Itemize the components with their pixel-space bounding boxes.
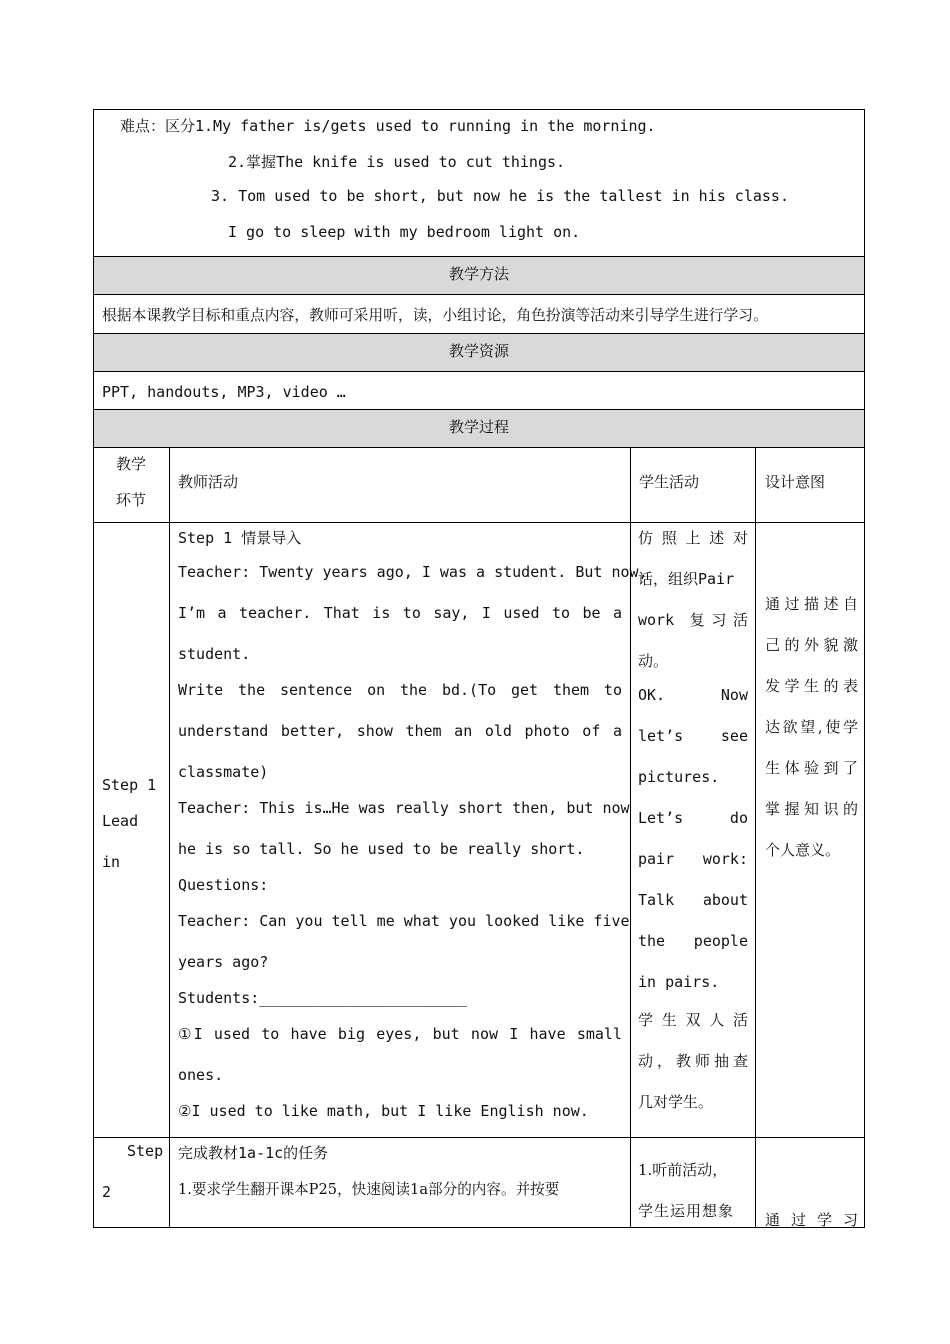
- step1-student-line: work 复习活: [638, 611, 748, 629]
- col-design-purpose: 设计意图: [765, 473, 826, 491]
- step1-student-line: in pairs.: [638, 973, 720, 991]
- step1-teacher-line: Questions:: [178, 876, 269, 894]
- step1-teacher-line: he is so tall. So he used to be really short.: [178, 840, 585, 858]
- step1-purpose-line: 个人意义。: [765, 841, 841, 859]
- step2-stage-line2: 2: [102, 1183, 112, 1201]
- resources-text-row: [93, 371, 865, 409]
- step1-teacher-line: I’m a teacher. That is to say, I used to be a: [178, 604, 622, 622]
- process-heading: 教学过程: [448, 418, 509, 436]
- step1-teacher-line: years ago?: [178, 953, 269, 971]
- step1-student-line: 动。: [638, 652, 669, 670]
- step1-teacher-line: classmate): [178, 763, 269, 781]
- resources-heading: 教学资源: [448, 342, 509, 360]
- col-student-activity: 学生活动: [639, 473, 700, 491]
- step1-teacher-line: ②I used to like math, but I like English now.: [178, 1102, 589, 1120]
- step1-purpose-line: 通过描述自: [765, 595, 858, 613]
- step1-student-line: let’s see: [638, 727, 748, 745]
- step1-student-line: 话，组织Pair: [638, 570, 735, 588]
- step1-teacher-line: ones.: [178, 1066, 224, 1084]
- step1-student-activity: [638, 523, 748, 1138]
- step1-teacher-line: Students:_______________________: [178, 989, 467, 1007]
- step1-student-line: the people: [638, 932, 748, 950]
- resources-heading-row: [93, 333, 865, 371]
- methods-heading-row: [93, 256, 865, 294]
- step1-purpose-line: 发学生的表: [765, 677, 858, 695]
- step1-purpose-line: 己的外貌激: [765, 636, 858, 654]
- col-teacher-activity: 教师活动: [178, 473, 239, 491]
- step1-teacher-line: Teacher: Can you tell me what you looked like five: [178, 912, 630, 930]
- step2-purpose-line: 通过学习: [765, 1211, 858, 1229]
- difficulty-line-1: 难点：区分1.My father is/gets used to running in the morning.: [120, 117, 656, 135]
- step1-student-line: Let’s do: [638, 809, 748, 827]
- step1-student-line: 仿照上述对: [638, 529, 748, 547]
- process-column-header-row: [93, 447, 865, 522]
- step1-stage-line2: Lead: [102, 812, 139, 830]
- difficulty-line-4: I go to sleep with my bedroom light on.: [228, 223, 581, 241]
- col-stage-line1: 教学: [116, 455, 147, 473]
- step1-teacher-line: ①I used to have big eyes, but now I have small: [178, 1025, 622, 1043]
- step2-row: [93, 1137, 865, 1228]
- methods-heading: 教学方法: [448, 265, 509, 283]
- methods-text-row: [93, 294, 865, 333]
- difficulties-section: [93, 109, 865, 256]
- step2-student-line: 学生运用想象: [638, 1202, 735, 1220]
- step1-student-line: Talk about: [638, 891, 748, 909]
- step1-row: [93, 522, 865, 1137]
- step1-student-line: pictures.: [638, 768, 720, 786]
- step1-stage-line1: Step 1: [102, 776, 157, 794]
- step2-teacher-line: 完成教材1a-1c的任务: [178, 1144, 329, 1162]
- step1-student-line: 几对学生。: [638, 1093, 714, 1111]
- step1-student-line: OK. Now: [638, 686, 748, 704]
- step1-student-line: 学生双人活: [638, 1011, 748, 1029]
- methods-text: 根据本课教学目标和重点内容，教师可采用听，读，小组讨论，角色扮演等活动来引导学生进行学习。: [102, 307, 768, 324]
- step2-student-line: 1.听前活动，: [638, 1161, 728, 1179]
- step1-design-purpose: [765, 523, 858, 1138]
- step1-teacher-line: Write the sentence on the bd.(To get them to: [178, 681, 622, 699]
- difficulty-line-2: 2.掌握The knife is used to cut things.: [228, 153, 566, 171]
- step1-student-line: pair work:: [638, 850, 748, 868]
- step1-teacher-line: understand better, show them an old photo of a: [178, 722, 622, 740]
- step1-student-line: 动，教师抽查: [638, 1052, 748, 1070]
- step1-purpose-line: 达欲望,使学: [765, 718, 858, 736]
- step1-teacher-line: Teacher: Twenty years ago, I was a student. But now,: [178, 563, 648, 581]
- step1-stage-line3: in: [102, 853, 121, 871]
- step2-stage-line1: Step: [127, 1142, 164, 1160]
- col-stage-line2: 环节: [116, 491, 147, 509]
- step1-teacher-line: student.: [178, 645, 251, 663]
- step1-purpose-line: 生体验到了: [765, 759, 858, 777]
- step2-teacher-line: 1.要求学生翻开课本P25，快速阅读1a部分的内容。并按要: [178, 1181, 560, 1198]
- step1-teacher-line: Step 1 情景导入: [178, 529, 302, 547]
- difficulty-line-3: 3. Tom used to be short, but now he is the tallest in his class.: [211, 187, 789, 205]
- process-heading-row: [93, 409, 865, 447]
- step1-purpose-line: 掌握知识的: [765, 800, 858, 818]
- resources-text: PPT, handouts, MP3, video …: [102, 383, 346, 401]
- step1-teacher-line: Teacher: This is…He was really short then, but now: [178, 799, 630, 817]
- step1-teacher-activity: [178, 523, 648, 1138]
